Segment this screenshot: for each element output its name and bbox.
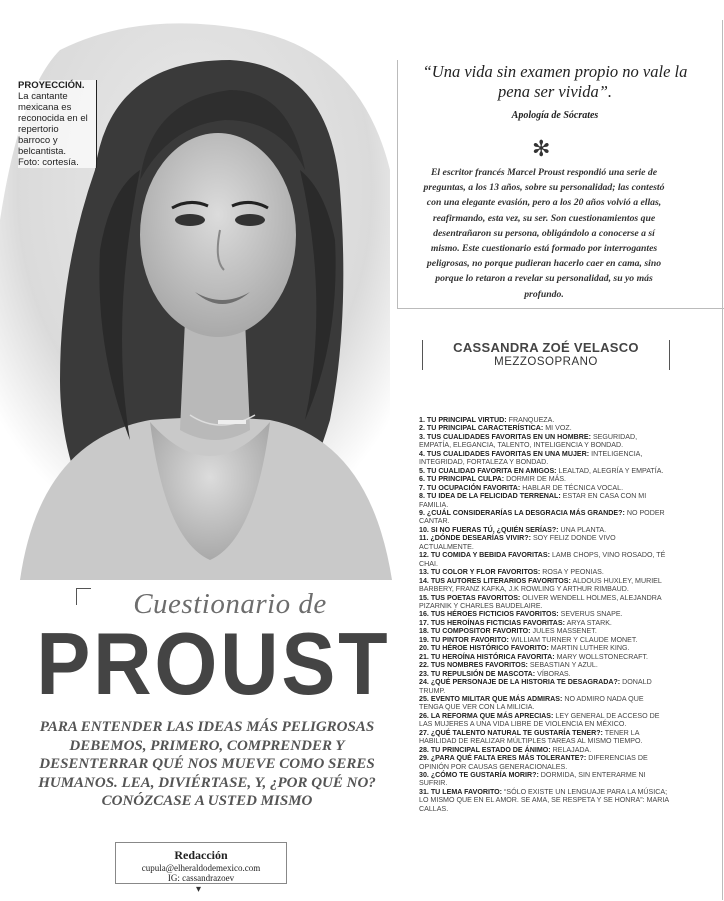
photo-caption — [18, 80, 97, 168]
deck-text: PARA ENTENDER LAS IDEAS MÁS PELIGROSAS DEBEMOS, PRIMERO, COMPRENDER Y DESENTERRAR QUÉ NOS MUEVE COMO SERES HUMANOS. LEA, DIVIÉRTASE, Y, ¿POR QUÉ NO? CONÓZCASE A USTED MISMO — [38, 719, 376, 809]
answer-text: MARY WOLLSTONECRAFT. — [556, 652, 649, 661]
list-item — [419, 619, 669, 627]
question-text: 25. EVENTO MILITAR QUE MÁS ADMIRAS: — [419, 694, 563, 703]
answer-text: DONALD TRUMP. — [419, 678, 652, 695]
answer-text: JULES MASSENET. — [532, 627, 597, 636]
answer-text: LEALTAD, ALEGRÍA Y EMPATÍA. — [558, 466, 664, 475]
answer-text: SEBASTIAN Y AZUL. — [529, 661, 598, 670]
question-text: 7. TU OCUPACIÓN FAVORITA: — [419, 483, 521, 492]
question-text: 11. ¿DÓNDE DESEARÍAS VIVIR?: — [419, 534, 531, 543]
answer-text: MI VOZ. — [545, 424, 572, 433]
question-text: 2. TU PRINCIPAL CARACTERÍSTICA: — [419, 424, 544, 433]
answer-text: OLIVER WENDELL HOLMES, ALEJANDRA PIZARNIK Y CHARLES BAUDELAIRE. — [419, 593, 662, 610]
answer-text: UNA PLANTA. — [560, 525, 607, 534]
answer-text: NO PODER CANTAR. — [419, 508, 665, 526]
question-text: 22. TUS NOMBRES FAVORITOS: — [419, 661, 528, 670]
question-text: 14. TUS AUTORES LITERARIOS FAVORITOS: — [419, 576, 571, 585]
subject-name: CASSANDRA ZOÉ VELASCO — [453, 340, 639, 355]
answer-text: LEY GENERAL DE ACCESO DE LAS MUJERES A UNA VIDA LIBRE DE VIOLENCIA EN MÉXICO. — [419, 711, 660, 729]
title-kicker-text: Cuestionario de — [133, 588, 327, 620]
answer-text: ALDOUS HUXLEY, MURIEL BARBERY, FRANZ KAFKA, J.K ROWLING Y ARTHUR RIMBAUD. — [419, 576, 662, 594]
list-item — [419, 670, 669, 678]
section-divider — [397, 308, 724, 309]
question-text: 16. TUS HÉROES FICTICIOS FAVORITOS: — [419, 610, 559, 619]
answer-text: FRANQUEZA. — [508, 416, 555, 424]
question-text: 10. SI NO FUERAS TÚ, ¿QUIÉN SERÍAS?: — [419, 525, 559, 534]
question-text: 28. TU PRINCIPAL ESTADO DE ÁNIMO: — [419, 745, 551, 754]
answer-text: SOY FELIZ DONDE VIVO ACTUALMENTE. — [419, 534, 616, 551]
list-item — [419, 771, 669, 788]
list-item — [419, 467, 669, 475]
list-item — [419, 433, 669, 450]
answer-text: “SÓLO EXISTE UN LENGUAJE PARA LA MÚSICA; LO MISMO QUE EN EL AMOR. SE AMA, SE RESPETA Y SE HONRA”: MARIA CALLAS. — [419, 787, 669, 813]
list-item — [419, 695, 669, 712]
list-item — [419, 450, 669, 467]
subject-header — [422, 340, 670, 370]
question-text: 21. TU HEROÍNA HISTÓRICA FAVORITA: — [419, 652, 555, 661]
list-item — [419, 788, 669, 813]
list-item — [419, 509, 669, 526]
answer-text: INTELIGENCIA, INTEGRIDAD, FORTALEZA Y BONDAD. — [419, 449, 643, 467]
list-item — [419, 627, 669, 635]
byline-mark: ▾ — [196, 884, 202, 895]
subject-role: MEZZOSOPRANO — [494, 356, 598, 368]
answer-text: SEVERUS SNAPE. — [560, 610, 623, 619]
list-item — [419, 678, 669, 695]
question-text: 15. TUS POETAS FAVORITOS: — [419, 593, 521, 602]
question-text: 27. ¿QUÉ TALENTO NATURAL TE GUSTARÍA TENER?: — [419, 728, 603, 737]
title-bracket — [76, 588, 91, 605]
intro-paragraph: El escritor francés Marcel Proust respondió una serie de preguntas, a los 13 años, sobre su personalidad; las contestó con una elegante evasión, pero a los 20 años volvió a ellas, reafirmando, esta vez, su ser. Son cuestionamientos que desentrañaron su persona, obligándolo a conocerse a sí mismo. Este cuestionario está formado por interrogantes peligrosas, no porque pudieran hacerlo caer en cama, sino porque lo retaron a revelar su personalidad, su yo más profundo. — [423, 167, 665, 300]
list-item — [419, 424, 669, 432]
byline-instagram[interactable]: IG: cassandrazoev — [167, 873, 235, 883]
answer-text: ARYA STARK. — [566, 618, 612, 627]
question-text: 9. ¿CUÁL CONSIDERARÍAS LA DESGRACIA MÁS GRANDE?: — [419, 508, 625, 517]
answer-text: ROSA Y PEONIAS. — [542, 568, 604, 577]
page-edge-rule — [722, 20, 723, 900]
questionnaire-list — [419, 416, 669, 813]
question-text: 6. TU PRINCIPAL CULPA: — [419, 475, 505, 484]
list-item — [419, 594, 669, 611]
question-text: 12. TU COMIDA Y BEBIDA FAVORITAS: — [419, 551, 550, 560]
question-text: 17. TUS HEROÍNAS FICTICIAS FAVORITAS: — [419, 618, 565, 627]
answer-text: DORMIR DE MÁS. — [506, 475, 567, 484]
caption-heading: PROYECCIÓN. — [18, 80, 85, 91]
answer-text: DIFERENCIAS DE OPINIÓN POR CAUSAS GENERACIONALES. — [419, 754, 648, 771]
question-text: 1. TU PRINCIPAL VIRTUD: — [419, 416, 507, 424]
list-item — [419, 729, 669, 746]
answer-text: RELAJADA. — [552, 745, 592, 754]
question-text: 19. TU PINTOR FAVORITO: — [419, 635, 509, 644]
caption-text: La cantante mexicana es reconocida en el repertorio barroco y belcantista. Foto: cortesía. — [18, 91, 88, 168]
answer-text: ESTAR EN CASA CON MI FAMILIA. — [419, 492, 647, 509]
asterisk-ornament-icon: ✻ — [532, 136, 551, 161]
byline-author: Redacción — [174, 848, 228, 862]
column-divider — [397, 60, 398, 308]
list-item — [419, 653, 669, 661]
list-item — [419, 577, 669, 594]
question-text: 31. TU LEMA FAVORITO: — [419, 787, 503, 796]
list-item — [419, 551, 669, 568]
answer-text: SEGURIDAD, EMPATÍA, ELEGANCIA, TALENTO, INTELIGENCIA Y BONDAD. — [419, 432, 638, 450]
list-item — [419, 661, 669, 669]
list-item — [419, 534, 669, 551]
pull-quote: “Una vida sin examen propio no vale la pena ser vivida”. — [422, 62, 688, 101]
quote-source: Apología de Sócrates — [511, 110, 599, 121]
list-item — [419, 644, 669, 652]
answer-text: WILLIAM TURNER Y CLAUDE MONET. — [510, 635, 638, 644]
answer-text: LAMB CHOPS, VINO ROSADO, TÉ CHAI. — [419, 551, 666, 568]
list-item — [419, 636, 669, 644]
question-text: 26. LA REFORMA QUE MÁS APRECIAS: — [419, 711, 554, 720]
list-item — [419, 475, 669, 483]
list-item — [419, 610, 669, 618]
page-title: PROUST — [36, 614, 391, 713]
byline-email[interactable]: cupula@elheraldodemexico.com — [141, 863, 261, 873]
list-item — [419, 484, 669, 492]
answer-text: DORMIDA, SIN ENTERARME NI SUFRIR. — [419, 771, 646, 788]
question-text: 4. TUS CUALIDADES FAVORITAS EN UNA MUJER: — [419, 449, 590, 458]
answer-text: HABLAR DE TÉCNICA VOCAL. — [522, 483, 624, 492]
list-item — [419, 754, 669, 771]
question-text: 18. TU COMPOSITOR FAVORITO: — [419, 627, 531, 636]
question-text: 20. TU HÉROE HISTÓRICO FAVORITO: — [419, 644, 549, 653]
answer-text: VÍBORAS. — [537, 669, 571, 678]
question-text: 24. ¿QUÉ PERSONAJE DE LA HISTORIA TE DESAGRADA?: — [419, 678, 621, 687]
question-text: 3. TUS CUALIDADES FAVORITAS EN UN HOMBRE: — [419, 432, 591, 441]
answer-text: MARTIN LUTHER KING. — [550, 644, 630, 653]
question-text: 23. TU REPULSIÓN DE MASCOTA: — [419, 669, 536, 678]
question-text: 5. TU CUALIDAD FAVORITA EN AMIGOS: — [419, 466, 557, 475]
list-item — [419, 492, 669, 509]
question-text: 30. ¿CÓMO TE GUSTARÍA MORIR?: — [419, 771, 539, 780]
list-item — [419, 712, 669, 729]
list-item — [419, 568, 669, 576]
answer-text: NO ADMIRO NADA QUE TENGA QUE VER CON LA MILICIA. — [419, 694, 644, 712]
question-text: 13. TU COLOR Y FLOR FAVORITOS: — [419, 568, 541, 577]
answer-text: TENER LA HABILIDAD DE REALIZAR MÚLTIPLES TAREAS AL MISMO TIEMPO. — [419, 728, 643, 746]
question-text: 29. ¿PARA QUÉ FALTA ERES MÁS TOLERANTE?: — [419, 754, 587, 763]
list-item — [419, 746, 669, 754]
byline-box — [115, 842, 287, 884]
question-text: 8. TU IDEA DE LA FELICIDAD TERRENAL: — [419, 492, 561, 501]
